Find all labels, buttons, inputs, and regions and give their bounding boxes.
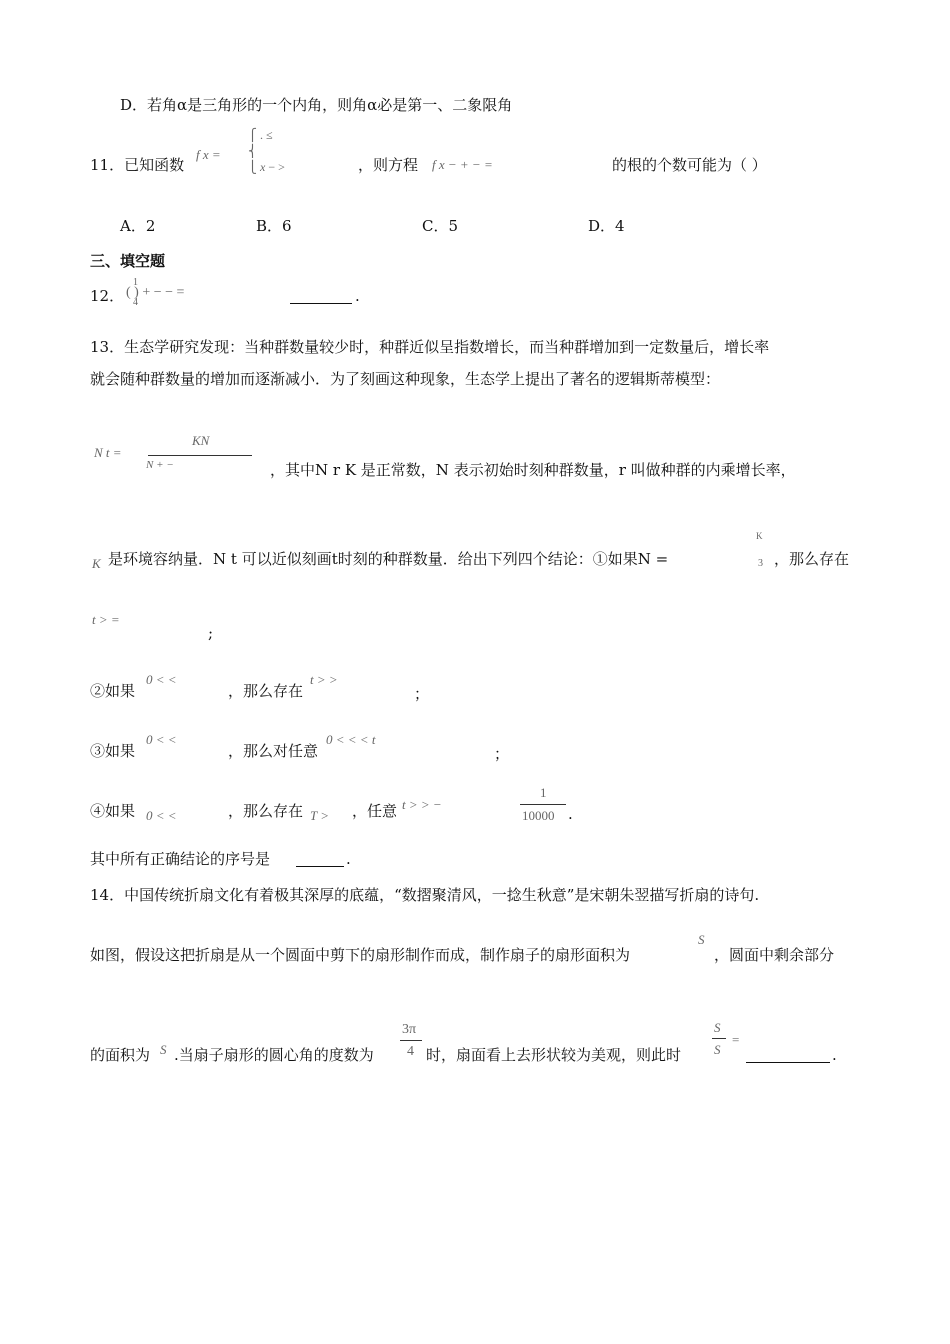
q13-c4-math: t > > − <box>402 797 442 812</box>
q13-model-fracline <box>148 455 252 456</box>
q13-c3-text: ③如果 <box>90 742 136 760</box>
q14-line1: 14．中国传统折扇文化有着极其深厚的底蕴，“数摺聚清风，一捻生秋意”是宋朝朱翌描写折扇的诗句. <box>90 886 760 904</box>
q13-k-symbol: K <box>92 556 101 571</box>
q13-line3: ，其中N r K 是正常数，N 表示初始时刻种群数量，r 叫做种群的内乘增长率， <box>270 461 796 479</box>
q13-model-num: KN <box>192 433 210 448</box>
q11-suffix: 的根的个数可能为（ ） <box>612 156 767 174</box>
q14-line3-c: 时，扇面看上去形状较为美观，则此时 <box>426 1046 682 1064</box>
q11-brace-bot: ⎩ x − > <box>248 160 285 174</box>
q12-frac-num: 1 <box>133 277 138 288</box>
q13-answer-blank[interactable] <box>296 852 344 867</box>
q14-line3-a: 的面积为 <box>90 1046 151 1064</box>
q13-c4-T: T > <box>310 808 330 823</box>
q13-model-den: N + − <box>146 459 174 471</box>
q13-c4-end: . <box>568 805 573 823</box>
q11-func-lhs: f x = <box>196 147 221 162</box>
q13-c2-math: t > > <box>310 672 338 687</box>
q11-brace-mid: ⎨ <box>248 144 257 158</box>
q14-ratio-eq: = <box>732 1032 740 1047</box>
q14-line2: 如图，假设这把折扇是从一个圆面中剪下的扇形制作而成，制作扇子的扇形面积为 <box>90 946 631 964</box>
q13-k3-num: K <box>756 531 763 541</box>
q14-s2: S <box>160 1042 167 1057</box>
q14-answer-blank[interactable] <box>746 1048 830 1063</box>
q14-ratio-den: S <box>714 1042 721 1057</box>
q11-middle: ，则方程 <box>358 156 419 174</box>
q11-prefix: 11．已知函数 <box>90 156 185 174</box>
q13-c3-end: ； <box>494 745 510 763</box>
q13-line1: 13．生态学研究发现：当种群数量较少时，种群近似呈指数增长，而当种群增加到一定数量后，增长率 <box>90 338 770 356</box>
q12-expr: ( ) + − − = <box>126 285 185 300</box>
q13-c3-cond: 0 < < <box>146 732 177 747</box>
q11-option-c: C．5 <box>422 217 459 235</box>
section-title: 三、填空题 <box>90 252 166 270</box>
q13-c4-mid2: ，任意 <box>352 802 398 820</box>
q13-c4-frac-num: 1 <box>540 785 547 800</box>
q13-c2-cond: 0 < < <box>146 672 177 687</box>
q13-c1-math: t > = <box>92 612 120 627</box>
q13-c4-cond: 0 < < <box>146 808 177 823</box>
q11-option-d: D．4 <box>588 217 625 235</box>
q13-c2-text: ②如果 <box>90 682 136 700</box>
q13-c4-frac-den: 10000 <box>522 808 555 823</box>
q13-c2-mid: ，那么存在 <box>228 682 304 700</box>
q13-line4: 是环境容纳量．N t 可以近似刻画t时刻的种群数量．给出下列四个结论：①如果N = <box>108 550 669 568</box>
q12-end: . <box>355 287 360 305</box>
q13-final-end: . <box>346 850 351 868</box>
q10-option-d: D．若角α是三角形的一个内角，则角α必是第一、二象限角 <box>120 96 513 114</box>
q13-c3-math: 0 < < < t <box>326 732 376 747</box>
q13-c4-text: ④如果 <box>90 802 136 820</box>
q14-end: . <box>832 1046 837 1064</box>
q12-answer-blank[interactable] <box>290 289 352 304</box>
q13-c4-mid: ，那么存在 <box>228 802 304 820</box>
q14-angle-fracline <box>400 1040 422 1041</box>
q13-k3-den: 3 <box>758 558 763 569</box>
q13-c4-fracline <box>520 804 566 805</box>
q13-c3-mid: ，那么对任意 <box>228 742 319 760</box>
q13-line4-end: ，那么存在 <box>774 550 850 568</box>
q14-line3-b: .当扇子扇形的圆心角的度数为 <box>174 1046 374 1064</box>
q11-equation: f x − + − = <box>432 157 493 172</box>
q13-line2: 就会随种群数量的增加而逐渐减小．为了刻画这种现象，生态学上提出了著名的逻辑斯蒂模型： <box>90 370 721 388</box>
q13-model-lhs: N t = <box>94 445 122 460</box>
q12-frac-den: 4 <box>133 297 138 308</box>
q13-final: 其中所有正确结论的序号是 <box>90 850 271 868</box>
q13-c1-end: ; <box>208 624 214 642</box>
q11-brace-top: ⎧ . ≤ <box>248 128 273 142</box>
q14-angle-den: 4 <box>407 1044 414 1059</box>
q14-ratio-num: S <box>714 1020 721 1035</box>
q11-option-b: B．6 <box>256 217 292 235</box>
q14-s1: S <box>698 932 705 947</box>
q14-line2-end: ，圆面中剩余部分 <box>714 946 835 964</box>
q14-ratio-fracline <box>712 1038 726 1039</box>
q13-c2-end: ； <box>414 685 430 703</box>
q11-option-a: A．2 <box>120 217 156 235</box>
q12-prefix: 12． <box>90 287 125 305</box>
q14-angle-num: 3π <box>402 1022 417 1037</box>
